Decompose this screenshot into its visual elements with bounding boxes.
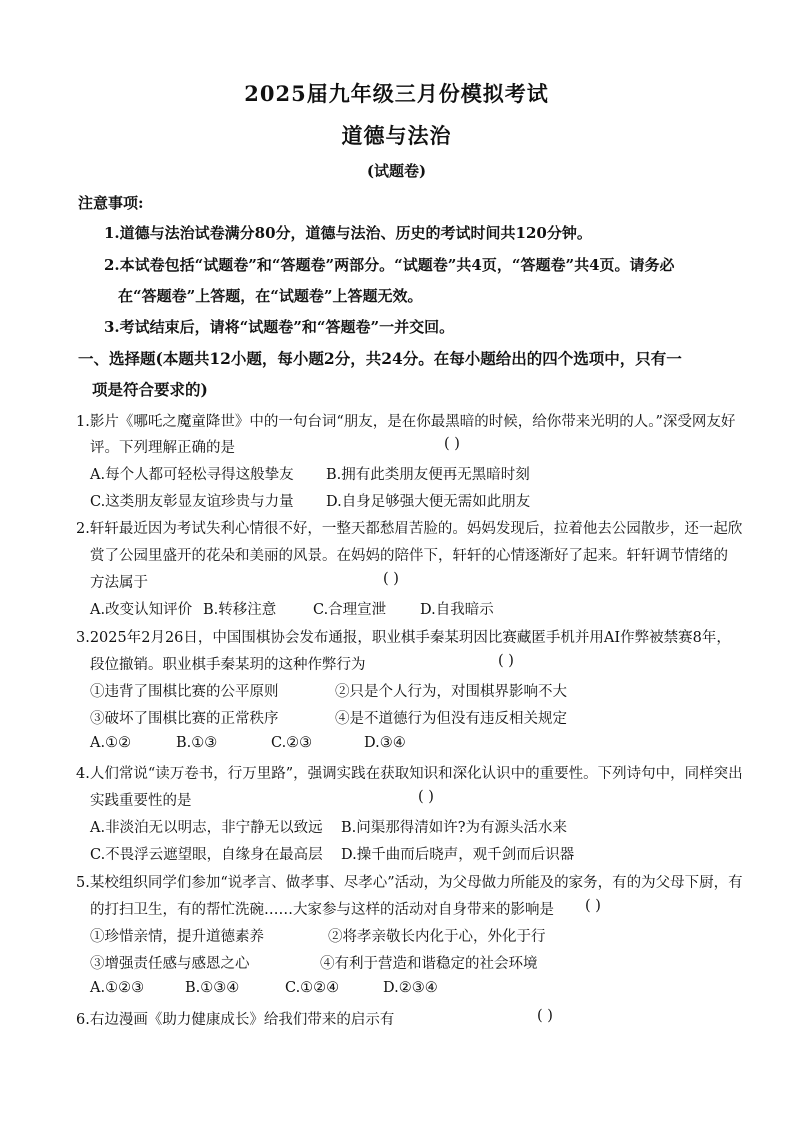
notice-item-2: 2.本试卷包括“试题卷”和“答题卷”两部分。“试题卷”共4页，“答题卷”共4页。请务必 bbox=[104, 256, 675, 274]
q2-stem-cont: 赏了公园里盛开的花朵和美丽的风景。在妈妈的陪伴下，轩轩的心情逐渐好了起来。轩轩调节情绪的 bbox=[90, 548, 728, 564]
q2-option-d: D.自我暗示 bbox=[420, 602, 494, 618]
q2-stem: 2.轩轩最近因为考试失利心情很不好，一整天都愁眉苦脸的。妈妈发现后，拉着他去公园散步，还一起欣 bbox=[76, 521, 743, 537]
q4-stem: 4.人们常说“读万卷书，行万里路”，强调实践在获取知识和深化认识中的重要性。下列诗句中，同样突出 bbox=[76, 766, 743, 782]
q2-answer-blank: ( ) bbox=[383, 571, 399, 587]
notice-item-2-cont: 在“答题卷”上答题，在“试题卷”上答题无效。 bbox=[118, 287, 423, 305]
paper-type: (试题卷) bbox=[366, 162, 427, 180]
q3-statement-4: ④是不道德行为但没有违反相关规定 bbox=[335, 711, 567, 727]
q2-option-c: C.合理宣泄 bbox=[313, 602, 387, 618]
q4-option-a: A.非淡泊无以明志，非宁静无以致远 bbox=[90, 820, 323, 836]
q3-statement-2: ②只是个人行为，对围棋界影响不大 bbox=[335, 684, 567, 700]
q3-option-d: D.③④ bbox=[364, 735, 406, 751]
q3-stem: 3.2025年2月26日，中国围棋协会发布通报，职业棋手秦某玥因比赛藏匿手机并用AI作弊被禁赛8年， bbox=[76, 630, 731, 646]
notice-heading: 注意事项: bbox=[78, 194, 144, 212]
q1-option-c: C.这类朋友彰显友谊珍贵与力量 bbox=[90, 494, 294, 510]
q5-option-b: B.①③④ bbox=[185, 980, 240, 996]
q5-statement-1: ①珍惜亲情，提升道德素养 bbox=[90, 929, 264, 945]
q3-answer-blank: ( ) bbox=[498, 653, 514, 669]
q3-option-a: A.①② bbox=[90, 735, 132, 751]
q5-stem: 5.某校组织同学们参加“说孝言、做孝事、尽孝心”活动，为父母做力所能及的家务，有的为父母下厨，有 bbox=[76, 875, 743, 891]
q4-option-c: C.不畏浮云遮望眼，自缘身在最高层 bbox=[90, 847, 323, 863]
q1-option-b: B.拥有此类朋友便再无黑暗时刻 bbox=[326, 467, 530, 483]
q5-statement-3: ③增强责任感与感恩之心 bbox=[90, 956, 250, 972]
notice-item-3: 3.考试结束后，请将“试题卷”和“答题卷”一并交回。 bbox=[104, 318, 455, 336]
q3-statement-1: ①违背了围棋比赛的公平原则 bbox=[90, 684, 279, 700]
exam-title: 2025届九年级三月份模拟考试 bbox=[244, 81, 549, 106]
q6-answer-blank: ( ) bbox=[537, 1008, 553, 1024]
q4-answer-blank: ( ) bbox=[418, 789, 434, 805]
q1-option-d: D.自身足够强大便无需如此朋友 bbox=[326, 494, 531, 510]
q1-stem-cont: 评。下列理解正确的是 bbox=[90, 440, 235, 456]
q6-stem: 6.右边漫画《助力健康成长》给我们带来的启示有 bbox=[76, 1012, 395, 1028]
q5-statement-4: ④有利于营造和谐稳定的社会环境 bbox=[320, 956, 538, 972]
q5-option-d: D.②③④ bbox=[383, 980, 438, 996]
q2-option-a: A.改变认知评价 bbox=[90, 602, 193, 618]
q3-stem-cont: 段位撤销。职业棋手秦某玥的这种作弊行为 bbox=[90, 657, 366, 673]
subject-title: 道德与法治 bbox=[341, 123, 452, 148]
q1-option-a: A.每个人都可轻松寻得这般挚友 bbox=[90, 467, 294, 483]
notice-item-1: 1.道德与法治试卷满分80分，道德与法治、历史的考试时间共120分钟。 bbox=[104, 224, 592, 242]
q5-stem-cont: 的打扫卫生，有的帮忙洗碗……大家参与这样的活动对自身带来的影响是 bbox=[90, 902, 554, 918]
q3-option-b: B.①③ bbox=[176, 735, 218, 751]
section-heading: 一、选择题(本题共12小题，每小题2分，共24分。在每小题给出的四个选项中，只有一 bbox=[78, 349, 682, 368]
q4-option-b: B.问渠那得清如许?为有源头活水来 bbox=[341, 820, 568, 836]
q4-stem-cont: 实践重要性的是 bbox=[90, 793, 192, 809]
q1-answer-blank: ( ) bbox=[444, 436, 460, 452]
q5-statement-2: ②将孝亲敬长内化于心，外化于行 bbox=[328, 929, 546, 945]
q5-option-c: C.①②④ bbox=[285, 980, 340, 996]
q5-option-a: A.①②③ bbox=[90, 980, 145, 996]
q5-answer-blank: ( ) bbox=[585, 898, 601, 914]
q1-stem: 1.影片《哪吒之魔童降世》中的一句台词“朋友，是在你最黑暗的时候，给你带来光明的人。”深受网友好 bbox=[76, 414, 736, 430]
q3-option-c: C.②③ bbox=[271, 735, 313, 751]
q4-option-d: D.操千曲而后晓声，观千剑而后识器 bbox=[341, 847, 575, 863]
q3-statement-3: ③破坏了围棋比赛的正常秩序 bbox=[90, 711, 279, 727]
section-heading-cont: 项是符合要求的) bbox=[92, 380, 208, 399]
q2-stem-cont2: 方法属于 bbox=[90, 575, 148, 591]
q2-option-b: B.转移注意 bbox=[203, 602, 277, 618]
